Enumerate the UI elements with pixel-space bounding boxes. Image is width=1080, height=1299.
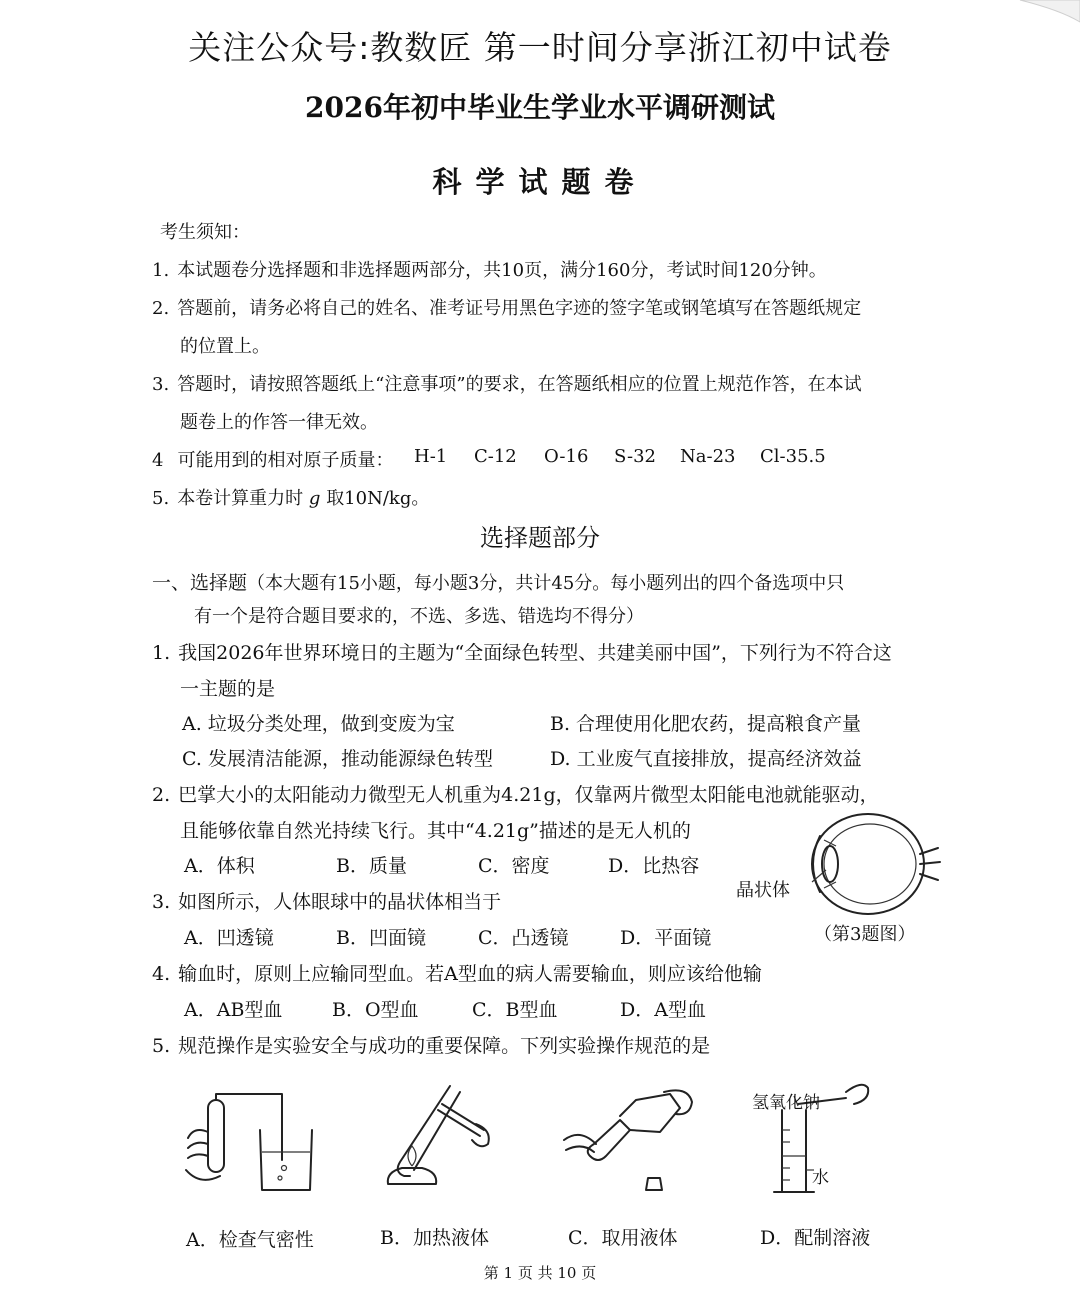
figure-airtightness-check — [180, 1090, 320, 1200]
figure-taking-liquid — [560, 1080, 700, 1200]
question-2: 2. 巴掌大小的太阳能动力微型无人机重为4.21g，仅靠两片微型太阳能电池就能驱动， — [152, 784, 879, 806]
question-1: 1. 我国2026年世界环境日的主题为“全面绿色转型、共建美丽中国”，下列行为不符合这 — [152, 642, 892, 664]
q2-option-b[interactable]: B．质量 — [336, 855, 407, 877]
hand-c — [564, 1135, 596, 1152]
notice-item-2-cont: 的位置上。 — [180, 336, 270, 357]
notice-item-3-cont: 题卷上的作答一律无效。 — [180, 412, 378, 433]
question-1-cont: 一主题的是 — [180, 678, 276, 700]
part1-header: 一、选择题（本大题有15小题，每小题3分，共计45分。每小题列出的四个备选项中只 — [152, 572, 845, 594]
paper-subtitle: 科学试题卷 — [432, 165, 648, 199]
delivery-tube-a — [216, 1094, 282, 1160]
figure-label-water: 水 — [812, 1168, 829, 1188]
q5-option-c[interactable]: C．取用液体 — [568, 1227, 678, 1249]
q4-option-d[interactable]: D．A型血 — [620, 999, 706, 1021]
notice-item-2: 2. 答题前，请务必将自己的姓名、准考证号用黑色字迹的签字笔或钢笔填写在答题纸规定 — [152, 298, 862, 319]
part1-header-cont: 有一个是符合题目要求的，不选、多选、错选均不得分） — [194, 606, 644, 627]
notice-item-3: 3. 答题时，请按照答题纸上“注意事项”的要求，在答题纸相应的位置上规范作答，在本试 — [152, 374, 862, 395]
watermark-banner: 关注公众号:教数匠 第一时间分享浙江初中试卷 — [188, 28, 892, 67]
q2-option-a[interactable]: A．体积 — [184, 855, 255, 877]
q2-option-d[interactable]: D．比热容 — [608, 855, 700, 877]
atomic-mass-s: S-32 — [614, 446, 656, 467]
test-tube-a — [208, 1100, 224, 1172]
atomic-mass-na: Na-23 — [680, 446, 736, 467]
q3-option-b[interactable]: B．凹面镜 — [336, 927, 426, 949]
alcohol-lamp-b — [388, 1168, 436, 1184]
cornea — [813, 836, 820, 892]
page-footer: 第 1 页 共 10 页 — [483, 1264, 597, 1282]
question-3: 3. 如图所示，人体眼球中的晶状体相当于 — [152, 891, 502, 913]
atomic-mass-h: H-1 — [414, 446, 448, 467]
q4-option-b[interactable]: B．O型血 — [332, 999, 419, 1021]
test-tube-c — [588, 1120, 630, 1160]
q3-option-d[interactable]: D．平面镜 — [620, 927, 712, 949]
q5-option-b[interactable]: B．加热液体 — [380, 1227, 489, 1249]
atomic-mass-cl: Cl-35.5 — [760, 446, 826, 467]
bubble-2 — [278, 1176, 282, 1180]
notice-heading: 考生须知： — [160, 222, 250, 243]
figure-heating-liquid — [380, 1080, 500, 1200]
exam-title: 2026年初中毕业生学业水平调研测试 — [305, 91, 775, 124]
tube-holder-b — [438, 1104, 484, 1136]
notice-item-4: 4 可能用到的相对原子质量： — [152, 450, 394, 471]
figure-label-lens: 晶状体 — [736, 880, 790, 901]
reagent-bottle-c — [620, 1094, 680, 1132]
beaker-a — [260, 1130, 312, 1190]
q1-option-b[interactable]: B. 合理使用化肥农药，提高粮食产量 — [550, 713, 862, 735]
bottle-stopper-c — [646, 1178, 662, 1190]
atomic-mass-c: C-12 — [474, 446, 517, 467]
figure-label-naoh: 氢氧化钠 — [752, 1093, 820, 1113]
q5-option-a[interactable]: A．检查气密性 — [186, 1229, 314, 1251]
figure-caption-q3: （第3题图） — [814, 924, 916, 945]
hand-d — [846, 1085, 868, 1104]
test-tube-b — [398, 1086, 450, 1176]
question-5: 5. 规范操作是实验安全与成功的重要保障。下列实验操作规范的是 — [152, 1035, 711, 1057]
q5-option-d[interactable]: D．配制溶液 — [760, 1227, 871, 1249]
section-title: 选择题部分 — [480, 524, 600, 552]
page-curl-icon — [1020, 0, 1080, 22]
q2-option-c[interactable]: C．密度 — [478, 855, 550, 877]
q4-option-a[interactable]: A．AB型血 — [184, 999, 283, 1021]
notice-item-5: 5. 本卷计算重力时 g 取10N/kg。 — [152, 488, 430, 509]
q1-option-c[interactable]: C. 发展清洁能源，推动能源绿色转型 — [182, 748, 493, 770]
atomic-mass-o: O-16 — [544, 446, 589, 467]
eyeball-outline — [812, 814, 924, 914]
q1-option-a[interactable]: A. 垃圾分类处理，做到变废为宝 — [182, 713, 455, 735]
q1-option-d[interactable]: D. 工业废气直接排放，提高经济效益 — [550, 748, 862, 770]
q4-option-c[interactable]: C．B型血 — [472, 999, 558, 1021]
question-2-cont: 且能够依靠自然光持续飞行。其中“4.21g”描述的是无人机的 — [180, 820, 691, 842]
q3-option-c[interactable]: C．凸透镜 — [478, 927, 569, 949]
notice-item-1: 1. 本试题卷分选择题和非选择题两部分，共10页，满分160分，考试时间120分钟。 — [152, 260, 827, 281]
bubble-1 — [282, 1166, 287, 1171]
q3-option-a[interactable]: A．凹透镜 — [184, 927, 274, 949]
optic-nerve — [920, 848, 940, 880]
question-4: 4. 输血时，原则上应输同型血。若A型血的病人需要输血，则应该给他输 — [152, 963, 762, 985]
